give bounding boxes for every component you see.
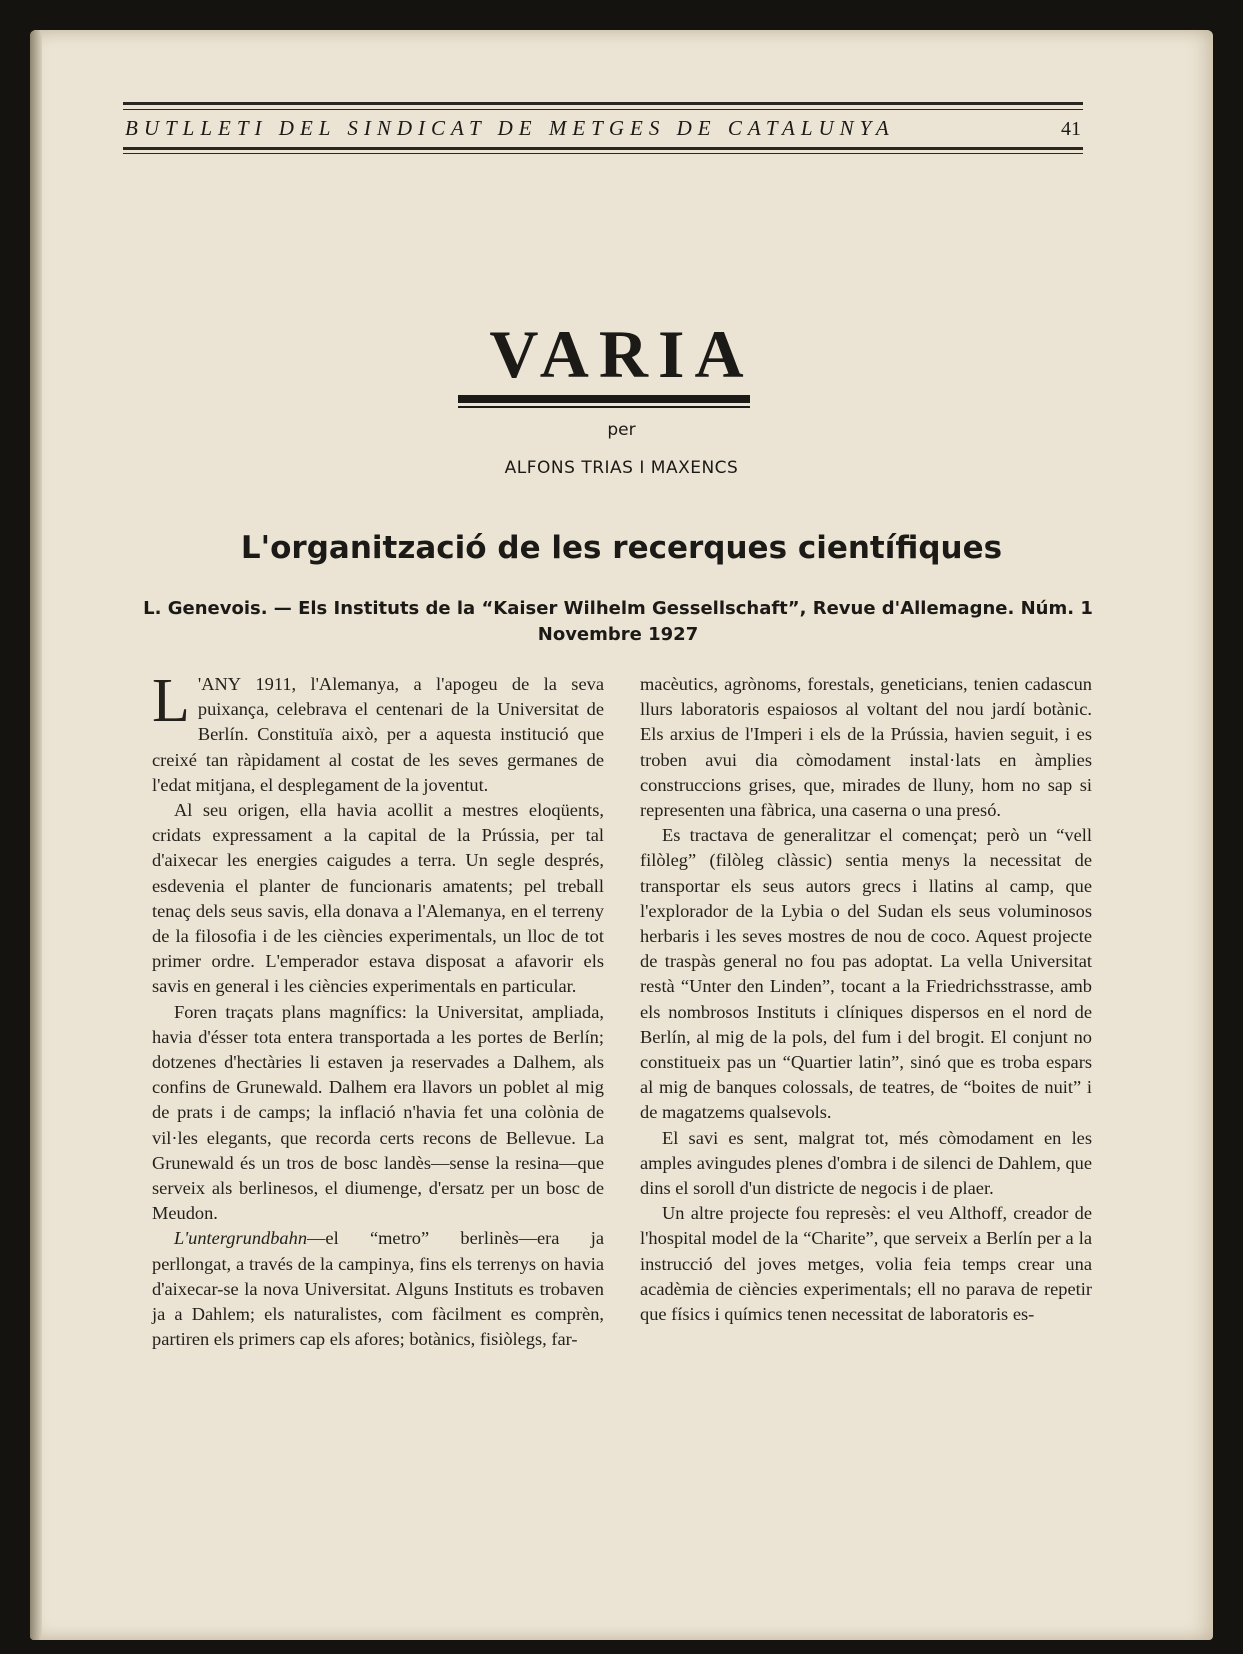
paragraph-text: —el “metro” berlinès—era ja perllongat, a través de la campinya, fins els terrenys on havia d'aixecar-se la nova Universitat. Alguns Instituts es trobaven ja a Dahlem; els naturalistes, com fàcilment es comprèn, partiren els primers cap els afores; botànics, fisiòlegs, far- <box>152 1228 604 1350</box>
journal-name: BUTLLETI DEL SINDICAT DE METGES DE CATALUNYA <box>125 116 895 140</box>
author-name: ALFONS TRIAS I MAXENCS <box>504 458 739 478</box>
paragraph: El savi es sent, malgrat tot, més còmodament en les amples avingudes plenes d'ombra i de silenci de Dahlem, que dins el soroll d'un districte de negocis i de plaer. <box>640 1127 1092 1199</box>
page-spine-shadow <box>30 30 42 1640</box>
paragraph: Un altre projecte fou represès: el veu Althoff, creador de l'hospital model de la “Charite”, que serveix a Berlín per a la instrucció del joves metges, volia feia temps crear una acadèmia de ciències experimentals; ell no parava de repetir que físics i químics tenen necessitat de laboratoris es- <box>640 1203 1092 1325</box>
title-rule-thick <box>458 395 750 403</box>
citation-line-2: Novembre 1927 <box>537 624 699 645</box>
left-column <box>152 667 604 1352</box>
drop-cap: L <box>152 667 190 735</box>
header-rule-bottom-thin <box>123 153 1083 154</box>
book-page <box>30 30 1213 1640</box>
running-head <box>123 102 1083 154</box>
header-rule-bottom <box>123 147 1083 150</box>
header-rule-top <box>123 102 1083 105</box>
running-head-text <box>123 110 1083 144</box>
paragraph: Foren traçats plans magnífics: la Universitat, ampliada, havia d'ésser tota entera transportada a les portes de Berlín; dotzenes d'hectàries li estaven ja reservades a Dalhem, als confins de Grunewald. Dalhem era llavors un poblet al mig de prats i de camps; la inflació n'havia fet una colònia de vil·les elegants, que recorda certs recons de Bellevue. La Grunewald és un tros de bosc landès—sense la resina—que serveix als berlinesos, el diumenge, d'ersatz per un bosc de Meudon. <box>152 1001 604 1224</box>
italic-term: L'untergrundbahn <box>174 1228 308 1249</box>
paragraph-text: 1911, l'Alemanya, a l'apogeu de la seva puixança, celebrava el centenari de la Universitat de Berlín. Constituïa això, per a aquesta institució que creixé tan ràpidament al costat de les seves germanes de l'edat mitjana, el desplegament de la joventut. <box>152 674 604 795</box>
paragraph <box>152 667 604 798</box>
paragraph: Al seu origen, ella havia acollit a mestres eloqüents, cridats expressament a la capital de la Prússia, per tal d'aixecar les energies caigudes a terra. Un segle després, esdevenia el planter de funcionaris amatents; pel treball tenaç dels seus savis, ella donava a l'Alemanya, en el terreny de la filosofia i de les ciències experimentals, un lloc de tot primer ordre. L'emperador estava disposat a afavorir els savis en general i les ciències experimentals en particular. <box>152 800 604 997</box>
page-number: 41 <box>1061 118 1081 140</box>
paragraph: Es tractava de generalitzar el començat; però un “vell filòleg” (filòleg clàssic) sentia menys la necessitat de transportar els seus autors grecs i llatins al camp, que l'explorador de la Lybia o del Sudan els seus voluminosos herbaris i les seves mostres de nou de coco. Aquest projecte de traspàs general no fou pas adoptat. La vella Universitat restà “Unter den Linden”, tocant a la Friedrichsstrasse, amb els nombrosos Instituts i clíniques dispersos en el nord de Berlín, al mig de la pols, del fum i del brogit. El conjunt no constitueix pas un “Quartier latin”, sinó que es troba espars al mig de banques colossals, de teatres, de “boites de nuit” i de magatzems qualsevols. <box>640 825 1092 1123</box>
paragraph: macèutics, agrònoms, forestals, geneticians, tenien cadascun llurs laboratoris espaiosos al voltant del nou jardí botànic. Els arxius de l'Imperi i els de la Prússia, havien seguit, i es troben avui dia còmodament instal·lats en àmplies construccions grises, que, mirades de lluny, hom no sap si representen una fàbrica, una caserna o una presó. <box>640 674 1092 821</box>
title-rule-thin <box>458 406 750 408</box>
first-word: 'ANY <box>197 674 242 694</box>
citation <box>123 596 1113 648</box>
byline-per: per <box>607 420 636 440</box>
citation-line-1: L. Genevois. — Els Instituts de la “Kaiser Wilhelm Gessellschaft”, Revue d'Allemagne. Núm. 1 <box>143 598 1093 619</box>
paragraph <box>152 1226 604 1352</box>
section-title: VARIA <box>489 316 754 392</box>
article-title: L'organització de les recerques científiques <box>240 530 1003 566</box>
right-column <box>640 672 1092 1327</box>
